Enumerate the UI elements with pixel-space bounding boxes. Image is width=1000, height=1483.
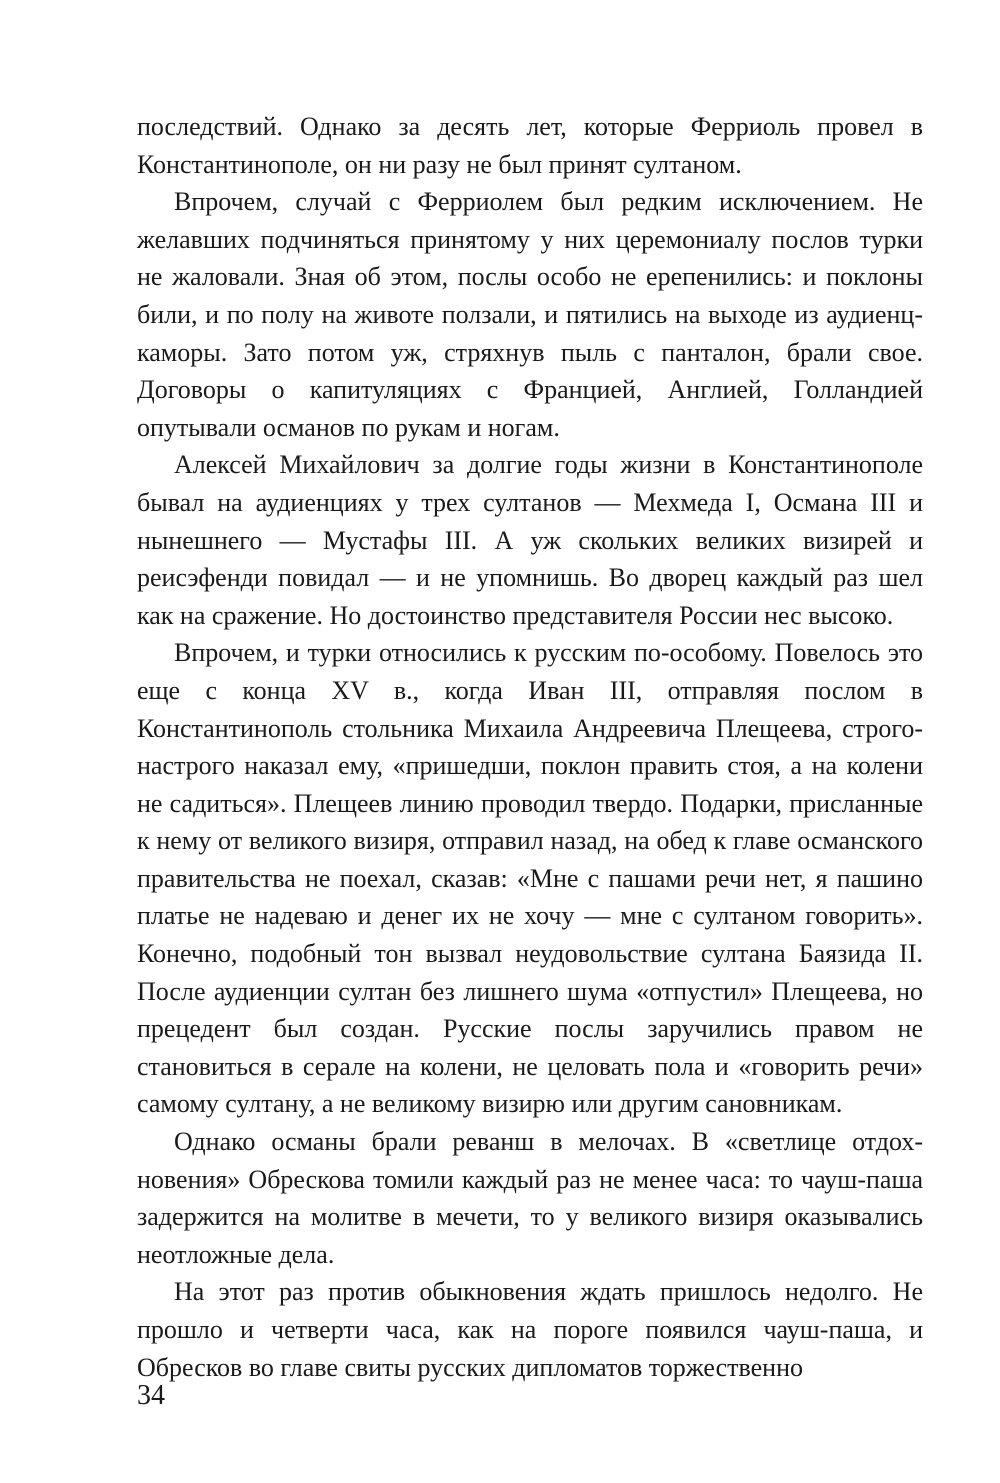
paragraph-1: последствий. Однако за десять лет, которые Ферриоль провел в Константинополе, он ни разу не был принят султаном. bbox=[137, 112, 923, 179]
paragraph-2: Впрочем, случай с Ферриолем был редким исключением. Не желавших подчиняться принятому у них церемониалу послов турки не жаловали. Зная об этом, послы особо не ерепенились: и поклоны били, и по полу на животе ползали, и пятились на выходе из аудиенц-каморы. Зато потом уж, стряхнув пыль с панталон, брали свое. Договоры о капитуляциях с Францией, Англией, Голландией опутывали османов по рукам и ногам. bbox=[137, 187, 923, 442]
paragraph-4: Впрочем, и турки относились к русским по-особому. Повелось это еще с конца XV в., когда Иван III, отправляя послом в Константинополь стольника Михаила Андреевича Плещеева, строго-настрого наказал ему, «пришедши, поклон править стоя, а на колени не садиться». Плещеев линию проводил твердо. Подарки, присланные к нему от великого визиря, отправил назад, на обед к главе османского правительства не поехал, сказав: «Мне с пашами речи нет, я пашино платье не надеваю и денег их не хочу — мне с султаном говорить». Конечно, подобный тон вызвал неудовольствие султана Баязида II. После аудиенции султан без лишнего шума «отпустил» Плещеева, но прецедент был создан. Русские послы заручились правом не становиться в серале на колени, не целовать пола и «говорить речи» самому султану, а не великому визирю или другим сановникам. bbox=[137, 638, 923, 1119]
page-number: 34 bbox=[137, 1380, 165, 1411]
body-text bbox=[137, 108, 923, 1386]
paragraph-5: Однако османы брали реванш в мелочах. В «светлице отдохновения» Обрескова томили каждый раз не менее часа: то чауш-паша задержится на молитве в мечети, то у великого визиря оказывались неотложные дела. bbox=[137, 1127, 923, 1269]
paragraph-3: Алексей Михайлович за долгие годы жизни в Константинополе бывал на аудиенциях у трех султанов — Мехмеда I, Османа III и нынешнего — Мустафы III. А уж скольких великих визирей и реисэфенди повидал — и не упомнишь. Во дворец каждый раз шел как на сражение. Но достоинство представителя России нес высоко. bbox=[137, 450, 923, 630]
paragraph-6: На этот раз против обыкновения ждать пришлось недолго. Не прошло и четверти часа, как на пороге появился чауш-паша, и Обресков во главе свиты русских дипломатов торжественно bbox=[137, 1277, 923, 1382]
